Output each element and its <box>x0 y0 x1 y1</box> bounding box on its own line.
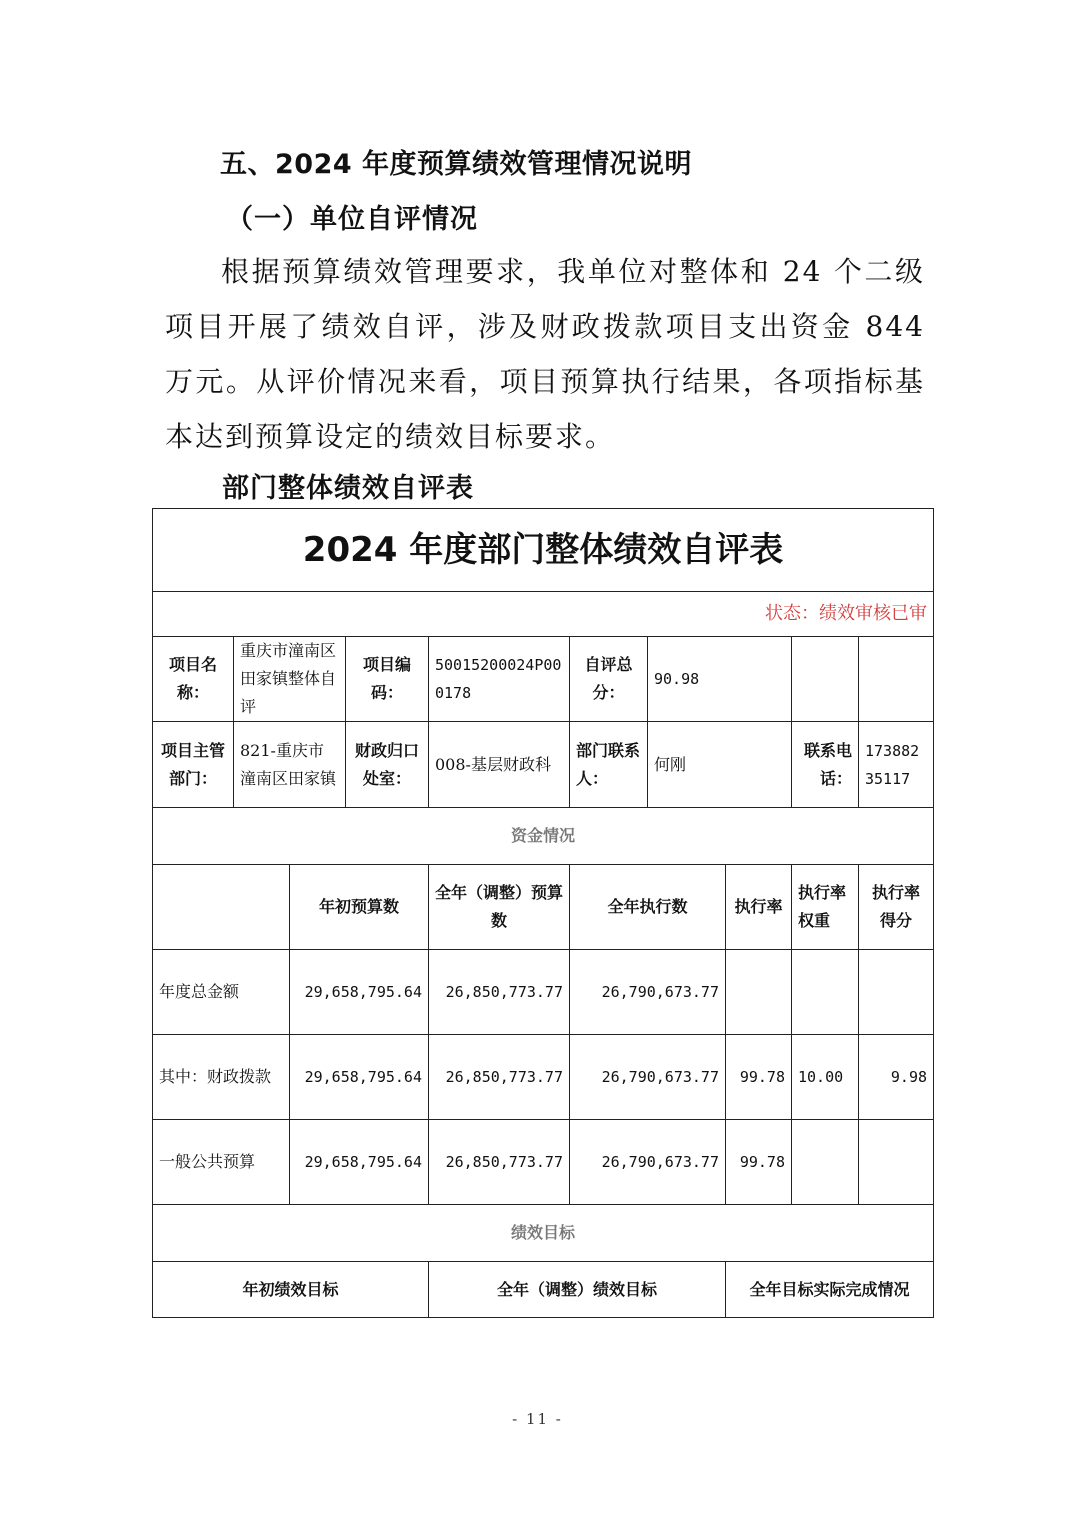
perf-header: 全年目标实际完成情况 <box>726 1262 934 1318</box>
row-label: 一般公共预算 <box>153 1120 290 1205</box>
table-caption: 部门整体绩效自评表 <box>222 473 474 504</box>
phone-label: 联系电话： <box>792 722 859 808</box>
body-paragraph: 根据预算绩效管理要求，我单位对整体和 24 个二级项目开展了绩效自评，涉及财政拨款项目支出资金 844 万元。从评价情况来看，项目预算执行结果，各项指标基本达到预算设定的绩效目标要求。 <box>165 255 925 453</box>
project-code-value: 50015200024P000178 <box>429 637 570 722</box>
phone-value: 17388235117 <box>859 722 934 808</box>
cell-executed: 26,790,673.77 <box>570 1120 726 1205</box>
funds-header: 全年（调整）预算数 <box>429 865 570 950</box>
cell-weight <box>792 950 859 1035</box>
table-title: 2024 年度部门整体绩效自评表 <box>153 509 934 592</box>
cell-initial: 29,658,795.64 <box>290 1120 429 1205</box>
table-row <box>153 950 934 1035</box>
self-evaluation-table <box>152 508 928 1324</box>
cell-adjusted: 26,850,773.77 <box>429 950 570 1035</box>
dept-label: 项目主管部门： <box>153 722 234 808</box>
table-row <box>153 1035 934 1120</box>
score-value: 90.98 <box>648 637 792 722</box>
row-label: 年度总金额 <box>153 950 290 1035</box>
empty-cell <box>792 637 859 722</box>
dept-value: 821-重庆市潼南区田家镇 <box>234 722 346 808</box>
cell-adjusted: 26,850,773.77 <box>429 1035 570 1120</box>
cell-score: 9.98 <box>859 1035 934 1120</box>
status-badge: 状态：绩效审核已审 <box>153 592 934 637</box>
cell-score <box>859 950 934 1035</box>
score-label: 自评总分： <box>570 637 648 722</box>
section-heading: 五、2024 年度预算绩效管理情况说明 <box>220 149 693 180</box>
empty-cell <box>859 637 934 722</box>
funds-section-header: 资金情况 <box>153 808 934 865</box>
cell-executed: 26,790,673.77 <box>570 950 726 1035</box>
cell-executed: 26,790,673.77 <box>570 1035 726 1120</box>
cell-rate: 99.78 <box>726 1120 792 1205</box>
project-name-value: 重庆市潼南区田家镇整体自评 <box>234 637 346 722</box>
funds-header: 全年执行数 <box>570 865 726 950</box>
cell-adjusted: 26,850,773.77 <box>429 1120 570 1205</box>
funds-header: 年初预算数 <box>290 865 429 950</box>
project-code-label: 项目编码： <box>346 637 429 722</box>
cell-initial: 29,658,795.64 <box>290 1035 429 1120</box>
cell-score <box>859 1120 934 1205</box>
perf-section-header: 绩效目标 <box>153 1205 934 1262</box>
page-number: - 11 - <box>512 1410 563 1428</box>
contact-value: 何刚 <box>648 722 792 808</box>
cell-rate <box>726 950 792 1035</box>
cell-initial: 29,658,795.64 <box>290 950 429 1035</box>
perf-header: 全年（调整）绩效目标 <box>429 1262 726 1318</box>
funds-header: 执行率得分 <box>859 865 934 950</box>
cell-rate: 99.78 <box>726 1035 792 1120</box>
subsection-heading: （一）单位自评情况 <box>226 204 478 235</box>
funds-header: 执行率 <box>726 865 792 950</box>
table-row <box>153 1120 934 1205</box>
funds-header: 执行率权重 <box>792 865 859 950</box>
project-name-label: 项目名称： <box>153 637 234 722</box>
cell-weight: 10.00 <box>792 1035 859 1120</box>
contact-label: 部门联系人： <box>570 722 648 808</box>
finance-label: 财政归口处室： <box>346 722 429 808</box>
row-label: 其中：财政拨款 <box>153 1035 290 1120</box>
empty-header-cell <box>153 865 290 950</box>
finance-value: 008-基层财政科 <box>429 722 570 808</box>
cell-weight <box>792 1120 859 1205</box>
perf-header: 年初绩效目标 <box>153 1262 429 1318</box>
